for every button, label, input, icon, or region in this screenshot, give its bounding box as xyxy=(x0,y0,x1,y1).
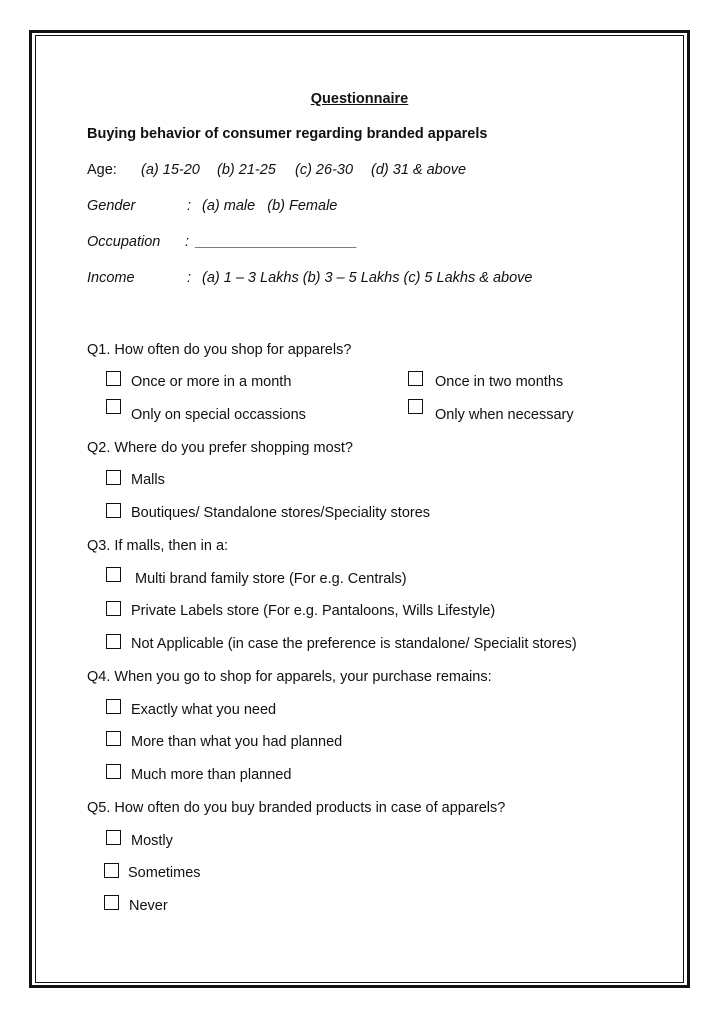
q3-checkbox-2[interactable] xyxy=(106,601,121,616)
q5-option-label: Mostly xyxy=(131,833,173,849)
q1-option-label: Once or more in a month xyxy=(131,374,292,390)
q3-option-label: Multi brand family store (For e.g. Centrals) xyxy=(131,571,407,587)
q1-option-label: Only when necessary xyxy=(435,407,574,423)
age-option-b: (b) 21-25 xyxy=(217,162,276,178)
document-title: Questionnaire xyxy=(310,91,409,107)
document-subtitle: Buying behavior of consumer regarding branded apparels xyxy=(87,126,488,142)
gender-separator: : xyxy=(187,198,192,214)
q4-question: Q4. When you go to shop for apparels, your purchase remains: xyxy=(87,669,492,685)
income-options: (a) 1 – 3 Lakhs (b) 3 – 5 Lakhs (c) 5 Lakhs & above xyxy=(202,270,533,286)
q2-checkbox-1[interactable] xyxy=(106,470,121,485)
q1-question: Q1. How often do you shop for apparels? xyxy=(87,342,352,358)
occupation-separator: : xyxy=(185,234,190,250)
q3-question: Q3. If malls, then in a: xyxy=(87,538,229,554)
q5-question: Q5. How often do you buy branded products in case of apparels? xyxy=(87,800,506,816)
gender-label: Gender xyxy=(87,198,136,214)
q4-option-label: Exactly what you need xyxy=(131,702,277,718)
q1-option-label: Once in two months xyxy=(435,374,564,390)
q5-option-label: Never xyxy=(129,898,168,914)
occupation-label: Occupation xyxy=(87,234,161,250)
q1-checkbox-1[interactable] xyxy=(106,371,121,386)
q3-checkbox-3[interactable] xyxy=(106,634,121,649)
age-label: Age: xyxy=(87,162,117,178)
q2-checkbox-2[interactable] xyxy=(106,503,121,518)
q4-option-label: More than what you had planned xyxy=(131,734,343,750)
age-option-a: (a) 15-20 xyxy=(141,162,200,178)
q3-checkbox-1[interactable] xyxy=(106,567,121,582)
q5-checkbox-2[interactable] xyxy=(104,863,119,878)
q1-option-label: Only on special occassions xyxy=(131,407,306,423)
q1-checkbox-3[interactable] xyxy=(106,399,121,414)
q5-checkbox-3[interactable] xyxy=(104,895,119,910)
income-label: Income xyxy=(87,270,135,286)
q4-checkbox-3[interactable] xyxy=(106,764,121,779)
q4-checkbox-2[interactable] xyxy=(106,731,121,746)
q2-option-label: Boutiques/ Standalone stores/Speciality stores xyxy=(131,505,431,521)
q3-option-label: Not Applicable (in case the preference is standalone/ Specialit stores) xyxy=(131,636,577,652)
occupation-blank[interactable]: ____________________ xyxy=(196,234,358,250)
q5-option-label: Sometimes xyxy=(128,865,201,881)
income-separator: : xyxy=(187,270,192,286)
q3-option-label: Private Labels store (For e.g. Pantaloons, Wills Lifestyle) xyxy=(131,603,496,619)
q2-question: Q2. Where do you prefer shopping most? xyxy=(87,440,353,456)
q1-checkbox-4[interactable] xyxy=(408,399,423,414)
q5-checkbox-1[interactable] xyxy=(106,830,121,845)
q1-checkbox-2[interactable] xyxy=(408,371,423,386)
age-option-d: (d) 31 & above xyxy=(371,162,467,178)
age-option-c: (c) 26-30 xyxy=(295,162,354,178)
q4-checkbox-1[interactable] xyxy=(106,699,121,714)
q2-option-label: Malls xyxy=(131,472,165,488)
q4-option-label: Much more than planned xyxy=(131,767,292,783)
gender-options: (a) male (b) Female xyxy=(202,198,338,214)
